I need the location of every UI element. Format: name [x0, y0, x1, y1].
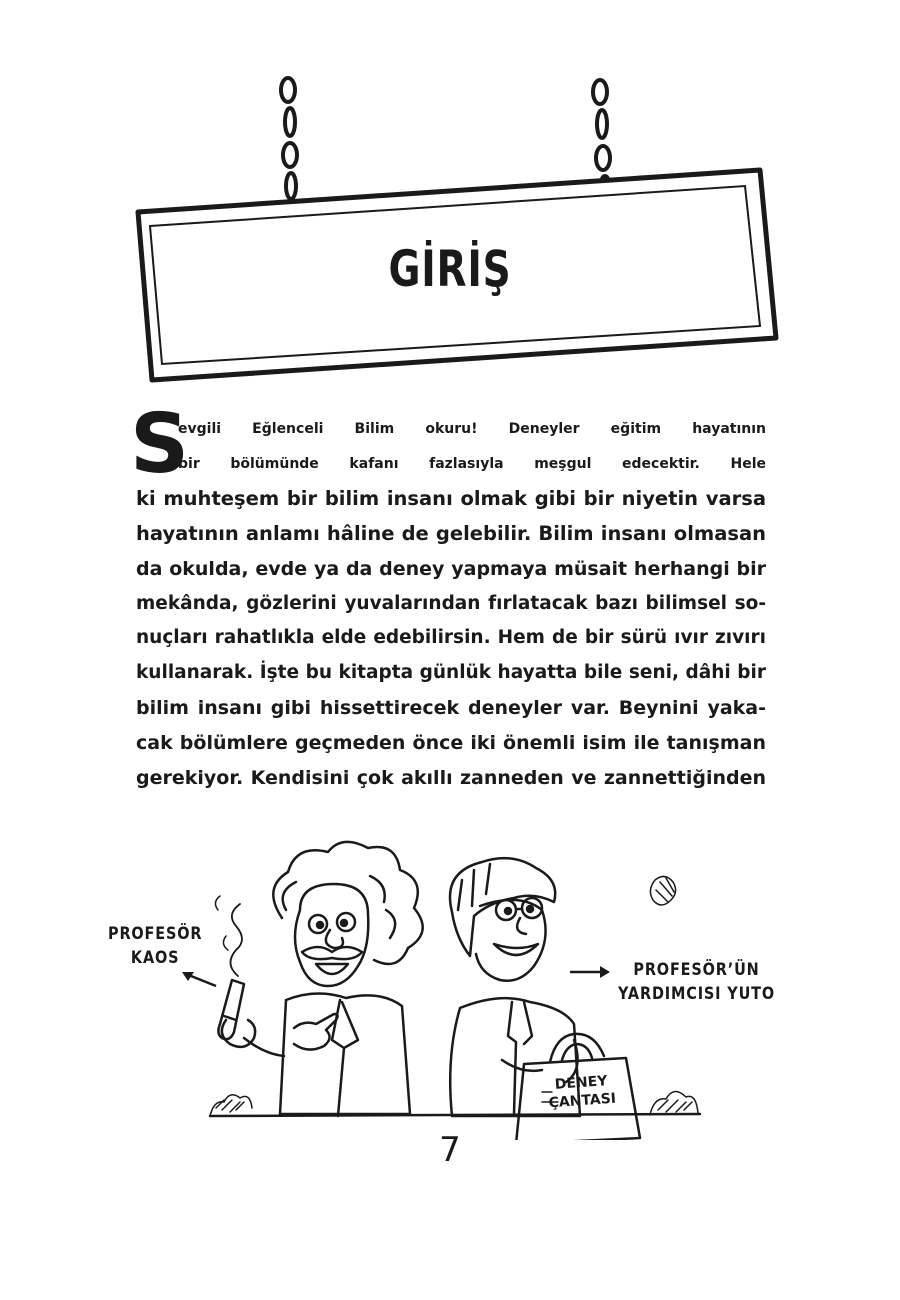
professor-caption [108, 922, 202, 970]
bush-left-icon [210, 1095, 252, 1116]
paragraph-line: mekânda, gözlerini yuvalarından fırlatacak bazı bilimsel so- [136, 592, 766, 614]
paragraph-line: da okulda, evde ya da deney yapmaya müsait herhangi bir [136, 557, 766, 580]
paragraph-line: nuçları rahatlıkla elde edebilirsin. Hem de bir sürü ıvır zıvırı [136, 627, 766, 649]
professor-caption-line1: PROFESÖR [108, 924, 203, 944]
drop-cap-letter: S [130, 397, 190, 492]
assistant-caption-line2: YARDIMCISI YUTO [618, 984, 776, 1004]
bag-label [547, 1072, 617, 1113]
sign-board-drawing [0, 0, 900, 400]
professor-caption-line2: KAOS [130, 948, 180, 968]
paragraph-line: gerekiyor. Kendisini çok akıllı zanneden ve zannettiğinden [136, 767, 766, 790]
paragraph-line: cak bölümlere geçmeden önce iki önemli isim ile tanışman [136, 732, 766, 755]
scribble-icon [650, 876, 675, 905]
characters-illustration [190, 840, 730, 1140]
paragraph-line: bilim insanı gibi hissettirecek deneyler var. Beynini yaka- [136, 697, 766, 720]
page-title: GİRİŞ [388, 240, 512, 298]
assistant-caption-line1: PROFESÖR’ÜN [633, 960, 760, 980]
page-number: 7 [439, 1130, 461, 1170]
paragraph-line: hayatının anlamı hâline de gelebilir. Bilim insanı olmasan [136, 521, 766, 545]
bag-label-line2: ÇANTASI [548, 1090, 617, 1112]
hanging-sign [0, 0, 900, 400]
paragraph-line: evgili Eğlenceli Bilim okuru! Deneyler eğitim hayatının [178, 421, 766, 437]
paragraph-line: kullanarak. İşte bu kitapta günlük hayatta bile seni, dâhi bir [136, 662, 766, 684]
paragraph-line: ki muhteşem bir bilim insanı olmak gibi bir niyetin varsa [136, 486, 766, 510]
professor-kaos-figure [215, 842, 422, 1116]
intro-paragraph [136, 412, 766, 796]
left-chain-icon [281, 78, 297, 213]
bag-label-line1: DENEY [554, 1073, 608, 1093]
paragraph-line: bir bölümünde kafanı fazlasıyla meşgul edecektir. Hele [178, 455, 766, 472]
bush-right-icon [650, 1091, 698, 1115]
